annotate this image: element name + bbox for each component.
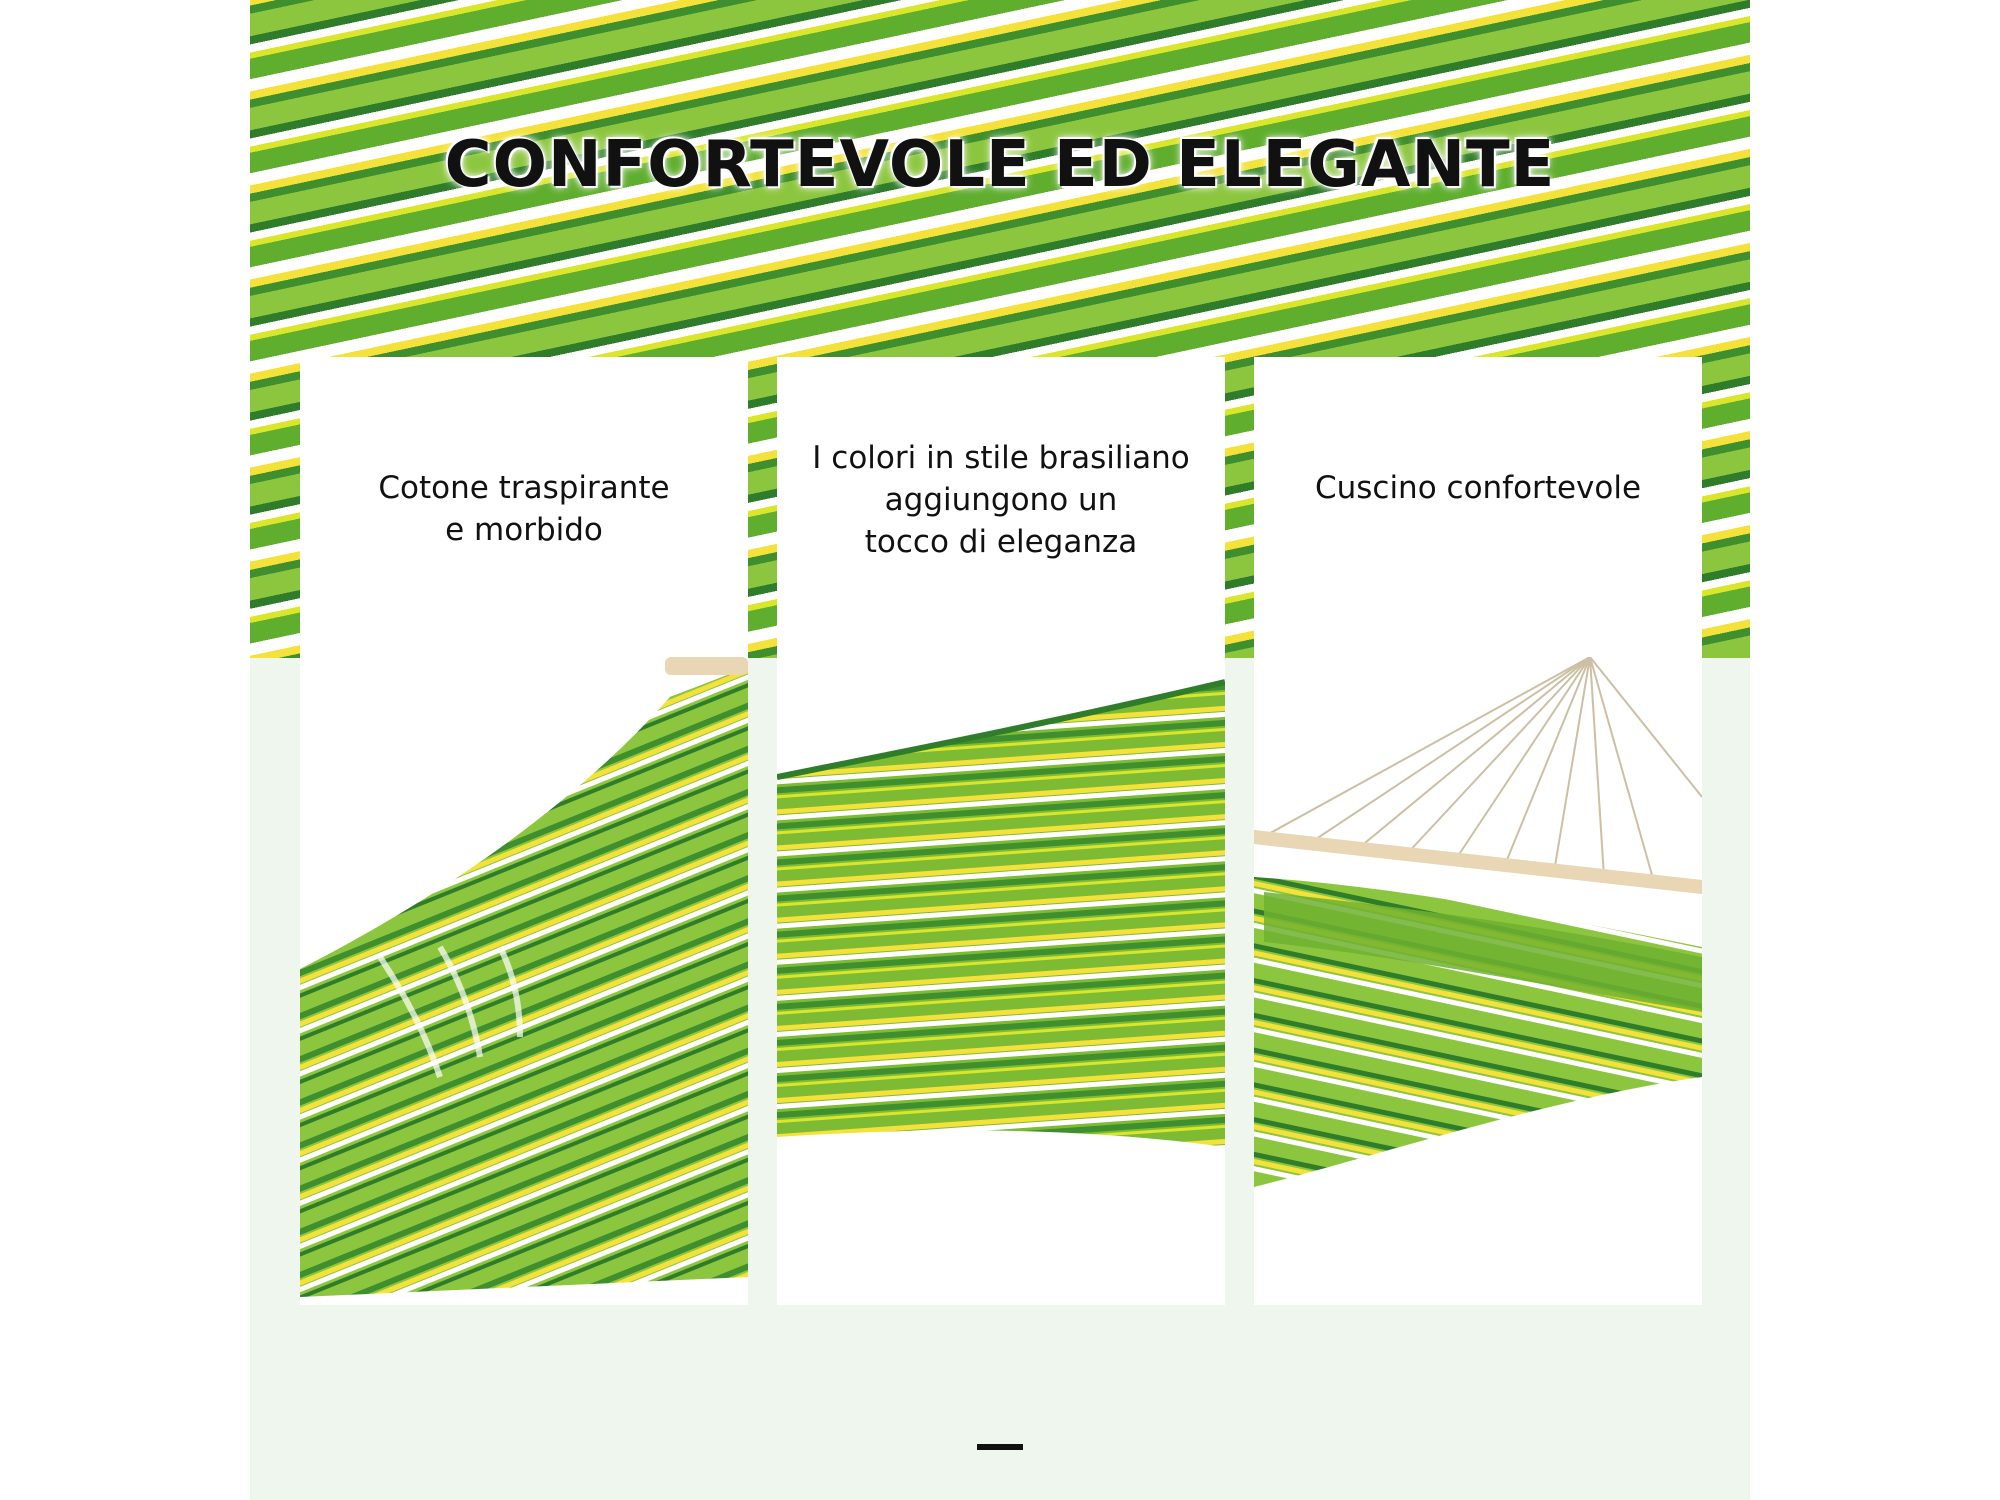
page-title: CONFORTEVOLE ED ELEGANTE xyxy=(444,128,1556,202)
feature-card-line: tocco di eleganza xyxy=(864,524,1138,560)
feature-card-text xyxy=(777,437,1225,563)
feature-card-line: I colori in stile brasiliano xyxy=(812,440,1190,476)
hammock-striped-bed-icon xyxy=(777,657,1225,1305)
feature-card-breathable-cotton xyxy=(300,357,748,1305)
product-panel xyxy=(250,0,1750,1500)
feature-card-comfortable-pillow xyxy=(1254,357,1702,1305)
divider-dash xyxy=(977,1444,1023,1450)
hammock-fabric-closeup-icon xyxy=(300,657,748,1305)
feature-card-line: e morbido xyxy=(445,512,603,548)
feature-card-line: Cuscino confortevole xyxy=(1314,470,1642,506)
feature-card-brazilian-colors xyxy=(777,357,1225,1305)
feature-card-text xyxy=(300,467,748,551)
feature-card-line: aggiungono un xyxy=(884,482,1118,518)
feature-card-text xyxy=(1254,467,1702,509)
feature-card-line: Cotone traspirante xyxy=(378,470,670,506)
hammock-pillow-icon xyxy=(1254,657,1702,1305)
